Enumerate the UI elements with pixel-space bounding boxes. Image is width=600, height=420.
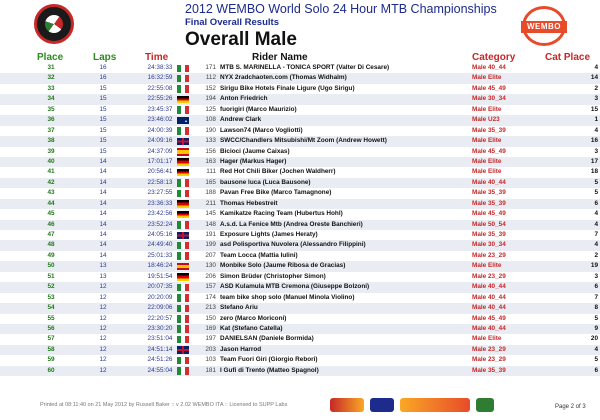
table-row <box>0 303 600 313</box>
place-cell: 47 <box>47 231 55 238</box>
rider-name-cell: DANIELSAN (Daniele Bormida) <box>220 335 314 343</box>
time-cell: 18:46:24 <box>147 262 173 270</box>
category-cell: Male 35_39 <box>472 189 506 197</box>
time-cell: 23:42:56 <box>147 210 173 218</box>
laps-cell: 15 <box>99 105 107 113</box>
bib-number-cell: 181 <box>205 366 216 374</box>
laps-cell: 12 <box>99 283 107 291</box>
sponsor-logo <box>370 398 394 412</box>
country-flag-icon <box>177 190 189 198</box>
laps-cell: 12 <box>99 335 107 343</box>
category-cell: Male 40_44 <box>472 283 506 291</box>
laps-cell: 12 <box>99 293 107 301</box>
country-flag-icon <box>177 75 189 83</box>
place-cell: 46 <box>47 220 55 228</box>
cat-place-cell: 1 <box>594 116 598 124</box>
time-cell: 23:45:37 <box>147 105 173 113</box>
place-cell: 51 <box>47 272 55 280</box>
country-flag-icon <box>177 315 189 323</box>
table-row <box>0 94 600 104</box>
table-row <box>0 63 600 73</box>
time-cell: 19:51:54 <box>147 272 173 280</box>
laps-cell: 15 <box>99 95 107 103</box>
cat-place-cell: 5 <box>594 189 598 197</box>
laps-cell: 14 <box>99 251 107 259</box>
cat-place-cell: 6 <box>594 199 598 207</box>
country-flag-icon <box>177 211 189 219</box>
bib-number-cell: 133 <box>205 137 216 145</box>
laps-cell: 14 <box>99 231 107 238</box>
bib-number-cell: 188 <box>205 189 216 197</box>
bib-number-cell: 191 <box>205 231 216 238</box>
place-cell: 60 <box>47 366 55 374</box>
rider-name-cell: I Gufi di Trento (Matteo Spagnol) <box>220 366 319 374</box>
category-cell: Male Elite <box>472 168 502 176</box>
cat-place-cell: 16 <box>590 137 598 145</box>
bib-number-cell: 207 <box>205 251 216 259</box>
bib-number-cell: 194 <box>205 95 216 103</box>
wembo-logo-text: WEMBO <box>521 21 567 33</box>
place-cell: 58 <box>47 345 55 353</box>
table-row <box>0 220 600 230</box>
category-cell: Male 35_39 <box>472 366 506 374</box>
country-flag-icon <box>177 284 189 292</box>
table-row <box>0 314 600 324</box>
table-row <box>0 178 600 188</box>
bib-number-cell: 145 <box>205 210 216 218</box>
time-cell: 24:37:09 <box>147 147 173 155</box>
category-cell: Male 45_49 <box>472 314 506 322</box>
bib-number-cell: 156 <box>205 147 216 155</box>
place-cell: 33 <box>47 84 55 92</box>
cat-place-cell: 6 <box>594 283 598 291</box>
place-cell: 40 <box>47 157 55 165</box>
event-banner-logo <box>400 398 470 412</box>
country-flag-icon <box>177 169 189 177</box>
laps-cell: 15 <box>99 126 107 134</box>
country-flag-icon <box>177 263 189 271</box>
col-header-laps: Laps <box>93 52 117 63</box>
bib-number-cell: 174 <box>205 293 216 301</box>
category-cell: Male 35_39 <box>472 231 506 238</box>
time-cell: 24:49:40 <box>147 241 173 249</box>
category-cell: Male 30_34 <box>472 241 506 249</box>
laps-cell: 14 <box>99 168 107 176</box>
laps-cell: 12 <box>99 356 107 364</box>
laps-cell: 12 <box>99 324 107 332</box>
cat-place-cell: 6 <box>594 366 598 374</box>
table-row <box>0 345 600 355</box>
rider-name-cell: Team Locca (Mattia Iulini) <box>220 251 298 259</box>
place-cell: 37 <box>47 126 55 134</box>
laps-cell: 13 <box>99 272 107 280</box>
rider-name-cell: Kamikatze Racing Team (Hubertus Hohl) <box>220 210 343 218</box>
place-cell: 34 <box>47 95 55 103</box>
table-row <box>0 84 600 94</box>
cat-place-cell: 4 <box>594 220 598 228</box>
print-info: Printed at 08:11:40 on 21 May 2012 by Russell Baker :: v 2.02 WEMBO ITA :: Licensed to SUPP Labs <box>40 402 288 408</box>
rider-name-cell: fuorigiri (Marco Maurizio) <box>220 105 297 113</box>
cat-place-cell: 5 <box>594 178 598 186</box>
country-flag-icon <box>177 179 189 187</box>
place-cell: 50 <box>47 262 55 270</box>
category-cell: Male 50_54 <box>472 220 506 228</box>
rider-name-cell: Exposure Lights (James Heraty) <box>220 231 318 238</box>
rider-name-cell: Pavan Free Bike (Marco Tamagnone) <box>220 189 332 197</box>
time-cell: 24:51:14 <box>147 345 173 353</box>
category-cell: Male U23 <box>472 116 500 124</box>
laps-cell: 16 <box>99 74 107 82</box>
bib-number-cell: 130 <box>205 262 216 270</box>
country-flag-icon <box>177 65 189 73</box>
place-cell: 54 <box>47 304 55 312</box>
rider-name-cell: team bike shop solo (Manuel Minola Violino) <box>220 293 355 301</box>
cat-place-cell: 18 <box>590 168 598 176</box>
table-row <box>0 147 600 157</box>
laps-cell: 12 <box>99 304 107 312</box>
rider-name-cell: A.s.d. La Fenice Mtb (Andrea Oreste Banchieri) <box>220 220 363 228</box>
category-cell: Male 45_49 <box>472 147 506 155</box>
category-cell: Male 30_34 <box>472 95 506 103</box>
bib-number-cell: 148 <box>205 220 216 228</box>
cat-place-cell: 3 <box>594 272 598 280</box>
table-row <box>0 251 600 261</box>
category-cell: Male 40_44 <box>472 293 506 301</box>
table-row <box>0 366 600 376</box>
category-cell: Male 40_44 <box>472 324 506 332</box>
country-flag-icon <box>177 117 189 125</box>
category-cell: Male 35_39 <box>472 126 506 134</box>
bib-number-cell: 157 <box>205 283 216 291</box>
country-flag-icon <box>177 273 189 281</box>
table-row <box>0 282 600 292</box>
bib-number-cell: 211 <box>205 199 216 207</box>
time-cell: 23:52:24 <box>147 220 173 228</box>
rider-name-cell: Anton Friedrich <box>220 95 268 103</box>
bib-number-cell: 213 <box>205 304 216 312</box>
table-row <box>0 126 600 136</box>
time-cell: 22:09:06 <box>147 304 173 312</box>
laps-cell: 12 <box>99 314 107 322</box>
cat-place-cell: 20 <box>590 335 598 343</box>
country-flag-icon <box>177 367 189 375</box>
category-cell: Male 23_29 <box>472 272 506 280</box>
page-subtitle: Final Overall Results <box>185 17 279 28</box>
time-cell: 20:56:41 <box>147 168 173 176</box>
category-cell: Male 45_49 <box>472 210 506 218</box>
time-cell: 22:20:57 <box>147 314 173 322</box>
table-row <box>0 167 600 177</box>
bib-number-cell: 125 <box>205 105 216 113</box>
sponsor-logo <box>330 398 364 412</box>
country-flag-icon <box>177 148 189 156</box>
time-cell: 24:51:26 <box>147 356 173 364</box>
col-header-cat-place: Cat Place <box>545 52 591 63</box>
time-cell: 23:46:02 <box>147 116 173 124</box>
place-cell: 43 <box>47 189 55 197</box>
country-flag-icon <box>177 242 189 250</box>
time-cell: 23:27:55 <box>147 189 173 197</box>
time-cell: 24:38:33 <box>147 64 173 71</box>
cat-place-cell: 4 <box>594 241 598 249</box>
category-cell: Male 35_39 <box>472 199 506 207</box>
table-row <box>0 73 600 83</box>
rider-name-cell: Hager (Markus Hager) <box>220 157 287 165</box>
place-cell: 44 <box>47 199 55 207</box>
place-cell: 56 <box>47 324 55 332</box>
place-cell: 31 <box>47 64 55 71</box>
section-heading: Overall Male <box>185 29 297 50</box>
bib-number-cell: 150 <box>205 314 216 322</box>
time-cell: 24:05:16 <box>147 231 173 238</box>
laps-cell: 14 <box>99 178 107 186</box>
bib-number-cell: 206 <box>205 272 216 280</box>
wembo-logo <box>522 6 566 46</box>
table-row <box>0 136 600 146</box>
country-flag-icon <box>177 232 189 240</box>
laps-cell: 14 <box>99 157 107 165</box>
country-flag-icon <box>177 138 189 146</box>
place-cell: 38 <box>47 137 55 145</box>
time-cell: 22:58:13 <box>147 178 173 186</box>
rider-name-cell: zero (Marco Moriconi) <box>220 314 287 322</box>
laps-cell: 14 <box>99 199 107 207</box>
time-cell: 24:09:16 <box>147 137 173 145</box>
place-cell: 35 <box>47 105 55 113</box>
country-flag-icon <box>177 158 189 166</box>
bib-number-cell: 163 <box>205 157 216 165</box>
table-row <box>0 209 600 219</box>
cat-place-cell: 2 <box>594 251 598 259</box>
col-header-time: Time <box>145 52 169 63</box>
sponsor-logo <box>476 398 494 412</box>
cat-place-cell: 4 <box>594 64 598 71</box>
bib-number-cell: 152 <box>205 84 216 92</box>
table-row <box>0 293 600 303</box>
cat-place-cell: 7 <box>594 293 598 301</box>
bib-number-cell: 203 <box>205 345 216 353</box>
cat-place-cell: 5 <box>594 314 598 322</box>
bib-number-cell: 171 <box>205 64 216 71</box>
country-flag-icon <box>177 325 189 333</box>
country-flag-icon <box>177 127 189 135</box>
rider-name-cell: Red Hot Chili Biker (Jochen Waldherr) <box>220 168 336 176</box>
place-cell: 55 <box>47 314 55 322</box>
category-cell: Male Elite <box>472 74 502 82</box>
time-cell: 20:07:35 <box>147 283 173 291</box>
cat-place-cell: 5 <box>594 356 598 364</box>
place-cell: 39 <box>47 147 55 155</box>
place-cell: 32 <box>47 74 55 82</box>
bib-number-cell: 103 <box>205 356 216 364</box>
table-row <box>0 188 600 198</box>
rider-name-cell: Bicioci (Jaume Caixas) <box>220 147 290 155</box>
bib-number-cell: 199 <box>205 241 216 249</box>
bib-number-cell: 190 <box>205 126 216 134</box>
laps-cell: 14 <box>99 189 107 197</box>
laps-cell: 12 <box>99 366 107 374</box>
time-cell: 23:36:33 <box>147 199 173 207</box>
country-flag-icon <box>177 305 189 313</box>
cat-place-cell: 15 <box>590 105 598 113</box>
cat-place-cell: 4 <box>594 210 598 218</box>
country-flag-icon <box>177 85 189 93</box>
time-cell: 17:01:17 <box>147 157 173 165</box>
cat-place-cell: 14 <box>590 74 598 82</box>
place-cell: 45 <box>47 210 55 218</box>
rider-name-cell: Monbike Solo (Jaume Ribosa de Gracias) <box>220 262 346 270</box>
rider-name-cell: bausone luca (Luca Bausone) <box>220 178 311 186</box>
rider-name-cell: ASD Kulamula MTB Cremona (Giuseppe Bolzoni) <box>220 283 370 291</box>
rider-name-cell: Lawson74 (Marco Vogliotti) <box>220 126 303 134</box>
rider-name-cell: Simon Brüder (Christopher Simon) <box>220 272 326 280</box>
time-cell: 22:55:26 <box>147 95 173 103</box>
time-cell: 23:51:04 <box>147 335 173 343</box>
laps-cell: 15 <box>99 137 107 145</box>
rider-name-cell: MTB S. MARINELLA - TONICA SPORT (Valter Di Cesare) <box>220 64 390 71</box>
country-flag-icon <box>177 357 189 365</box>
place-cell: 42 <box>47 178 55 186</box>
bib-number-cell: 169 <box>205 324 216 332</box>
rider-name-cell: asd Polisportiva Nuvolera (Alessandro Filippini) <box>220 241 366 249</box>
laps-cell: 15 <box>99 147 107 155</box>
championship-logo <box>34 4 74 44</box>
category-cell: Male Elite <box>472 262 502 270</box>
cat-place-cell: 8 <box>594 304 598 312</box>
laps-cell: 15 <box>99 116 107 124</box>
category-cell: Male 23_29 <box>472 345 506 353</box>
rider-name-cell: Thomas Hebestreit <box>220 199 278 207</box>
col-header-category: Category <box>472 52 516 63</box>
laps-cell: 14 <box>99 241 107 249</box>
place-cell: 59 <box>47 356 55 364</box>
table-row <box>0 272 600 282</box>
laps-cell: 14 <box>99 220 107 228</box>
rider-name-cell: Jason Harrod <box>220 345 262 353</box>
col-header-rider: Rider Name <box>252 52 308 63</box>
results-table <box>0 63 600 376</box>
category-cell: Male Elite <box>472 137 502 145</box>
cat-place-cell: 3 <box>594 147 598 155</box>
category-cell: Male 45_49 <box>472 84 506 92</box>
page-title: 2012 WEMBO World Solo 24 Hour MTB Championships <box>185 2 497 16</box>
laps-cell: 12 <box>99 345 107 353</box>
time-cell: 24:00:39 <box>147 126 173 134</box>
rider-name-cell: Andrew Clark <box>220 116 262 124</box>
time-cell: 16:32:59 <box>147 74 173 82</box>
time-cell: 24:55:04 <box>147 366 173 374</box>
country-flag-icon <box>177 200 189 208</box>
rider-name-cell: SWCC/Chandlers Mitsubishi/Mt Zoom (Andrew Howett) <box>220 137 387 145</box>
cat-place-cell: 7 <box>594 231 598 238</box>
cat-place-cell: 2 <box>594 84 598 92</box>
country-flag-icon <box>177 346 189 354</box>
rider-name-cell: Sirigu Bike Hotels Finale Ligure (Ugo Sirigu) <box>220 84 355 92</box>
place-cell: 48 <box>47 241 55 249</box>
table-row <box>0 230 600 240</box>
cat-place-cell: 3 <box>594 95 598 103</box>
time-cell: 23:30:20 <box>147 324 173 332</box>
place-cell: 41 <box>47 168 55 176</box>
rider-name-cell: Team Fuori Giri (Giorgio Rebori) <box>220 356 318 364</box>
category-cell: Male 23_29 <box>472 251 506 259</box>
table-row <box>0 324 600 334</box>
place-cell: 36 <box>47 116 55 124</box>
time-cell: 22:55:08 <box>147 84 173 92</box>
category-cell: Male Elite <box>472 335 502 343</box>
country-flag-icon <box>177 294 189 302</box>
rider-name-cell: Stefano Ariu <box>220 304 258 312</box>
bib-number-cell: 197 <box>205 335 216 343</box>
col-header-place: Place <box>37 52 64 63</box>
rider-name-cell: Kat (Stefano Catella) <box>220 324 283 332</box>
country-flag-icon <box>177 252 189 260</box>
bib-number-cell: 108 <box>205 116 216 124</box>
table-row <box>0 261 600 271</box>
bib-number-cell: 111 <box>206 168 216 176</box>
table-row <box>0 115 600 125</box>
cat-place-cell: 4 <box>594 345 598 353</box>
country-flag-icon <box>177 106 189 114</box>
table-row <box>0 199 600 209</box>
cat-place-cell: 4 <box>594 126 598 134</box>
time-cell: 20:20:09 <box>147 293 173 301</box>
laps-cell: 13 <box>99 262 107 270</box>
place-cell: 52 <box>47 283 55 291</box>
laps-cell: 16 <box>99 64 107 71</box>
country-flag-icon <box>177 221 189 229</box>
category-cell: Male Elite <box>472 105 502 113</box>
laps-cell: 14 <box>99 210 107 218</box>
cat-place-cell: 9 <box>594 324 598 332</box>
bib-number-cell: 112 <box>205 74 216 82</box>
table-row <box>0 334 600 344</box>
table-row <box>0 105 600 115</box>
category-cell: Male 23_29 <box>472 356 506 364</box>
laps-cell: 15 <box>99 84 107 92</box>
table-row <box>0 240 600 250</box>
category-cell: Male Elite <box>472 157 502 165</box>
cat-place-cell: 17 <box>590 157 598 165</box>
place-cell: 53 <box>47 293 55 301</box>
table-row <box>0 355 600 365</box>
category-cell: Male 40_44 <box>472 304 506 312</box>
page-number: Page 2 of 3 <box>555 404 586 410</box>
country-flag-icon <box>177 336 189 344</box>
bib-number-cell: 165 <box>205 178 216 186</box>
time-cell: 25:01:33 <box>147 251 173 259</box>
category-cell: Male 40_44 <box>472 178 506 186</box>
rider-name-cell: NYX 2radchaoten.com (Thomas Widhalm) <box>220 74 347 82</box>
place-cell: 49 <box>47 251 55 259</box>
place-cell: 57 <box>47 335 55 343</box>
cat-place-cell: 19 <box>590 262 598 270</box>
category-cell: Male 40_44 <box>472 64 506 71</box>
country-flag-icon <box>177 96 189 104</box>
table-row <box>0 157 600 167</box>
